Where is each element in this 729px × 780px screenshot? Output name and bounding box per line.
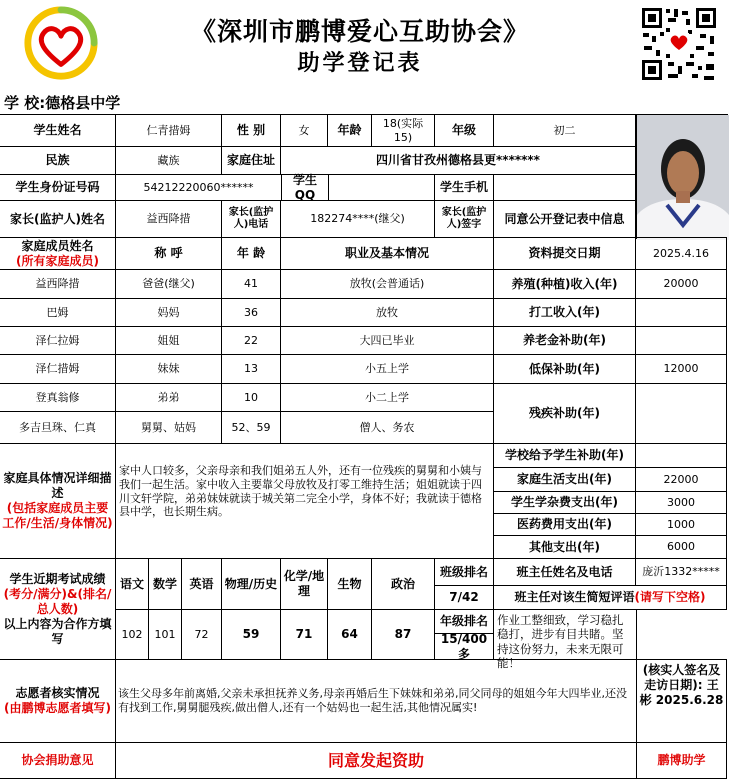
- student-photo-image: [637, 115, 729, 240]
- member-age[interactable]: 13: [221, 354, 281, 384]
- gender-label: 性 别: [221, 114, 281, 147]
- member-job[interactable]: 放牧(会普通话): [280, 269, 494, 299]
- guardian-name-value[interactable]: 益西降措: [115, 200, 222, 238]
- heart-logo-icon: [22, 4, 100, 82]
- member-relation[interactable]: 爸爸(继父): [115, 269, 222, 299]
- members-title: 家庭成员姓名: [21, 238, 94, 253]
- exam-title-c: 以上内容为合作方填写: [3, 616, 112, 646]
- situation-note: (包括家庭成员主要工作/生活/身体情况): [2, 501, 113, 530]
- member-job[interactable]: 大四已毕业: [280, 326, 494, 355]
- member-relation[interactable]: 妈妈: [115, 298, 222, 327]
- grade-rank-label: 年级排名: [434, 609, 494, 634]
- subject-label: 数学: [148, 558, 182, 610]
- volunteer-title: 志愿者核实情况: [15, 686, 100, 700]
- member-relation[interactable]: 姐姐: [115, 326, 222, 355]
- qq-label: 学生QQ: [281, 174, 329, 201]
- donation-opinion-label: 协会捐助意见: [0, 742, 116, 779]
- member-relation[interactable]: 弟弟: [115, 383, 222, 412]
- member-name[interactable]: 巴姆: [0, 298, 116, 327]
- income-value[interactable]: [635, 383, 727, 444]
- gender-value[interactable]: 女: [280, 114, 328, 147]
- member-age[interactable]: 41: [221, 269, 281, 299]
- grade-value[interactable]: 初二: [493, 114, 636, 147]
- subject-label: 政治: [371, 558, 435, 610]
- guardian-phone-value[interactable]: 182274****(继父): [280, 200, 435, 238]
- school-line: [4, 92, 120, 113]
- expense-value[interactable]: 22000: [635, 467, 727, 492]
- situation-text[interactable]: 家中人口较多，父亲母亲和我们姐弟五人外，还有一位残疾的舅舅和小姨与我们一起生活。家中收入主要靠父母放牧及打零工维持生活；姐姐就读于四川文轩学院，弟弟妹妹就读于城关第二完全小学，身体不好；我就读于德格县中学，也长期生病。: [115, 443, 494, 559]
- income-label: 养老金补助(年): [493, 326, 636, 355]
- member-name[interactable]: 益西降措: [0, 269, 116, 299]
- expense-value[interactable]: 1000: [635, 513, 727, 536]
- ethnicity-label: 民族: [0, 146, 116, 175]
- expense-value[interactable]: [635, 443, 727, 468]
- member-name[interactable]: 泽仁措姆: [0, 354, 116, 384]
- score-value[interactable]: 102: [115, 609, 149, 660]
- member-age[interactable]: 22: [221, 326, 281, 355]
- score-value[interactable]: 71: [280, 609, 328, 660]
- age-value[interactable]: 18(实际15): [371, 114, 435, 147]
- members-note: (所有家庭成员): [16, 253, 99, 268]
- member-job[interactable]: 小二上学: [280, 383, 494, 412]
- income-label: 低保补助(年): [493, 354, 636, 384]
- volunteer-header: [0, 659, 116, 743]
- member-age[interactable]: 36: [221, 298, 281, 327]
- exam-title-b: (考分/满分)&(排名/总人数): [3, 586, 112, 616]
- subject-label: 化学/地理: [280, 558, 328, 610]
- grade-label: 年级: [434, 114, 494, 147]
- header: [0, 0, 728, 88]
- guardian-phone-label: 家长(监护人)电话: [221, 200, 281, 238]
- page-title: 《深圳市鹏博爱心互助协会》: [190, 17, 529, 46]
- address-value[interactable]: 四川省甘孜州德格县更*******: [280, 146, 636, 175]
- id-number-label: 学生身份证号码: [0, 174, 116, 201]
- teacher-label: 班主任姓名及电话: [493, 558, 636, 586]
- teacher-review-text[interactable]: 作业工整细致，学习稳扎稳打，进步有目共睹。坚持这份努力，未来无限可能！: [493, 609, 637, 660]
- grade-rank-value[interactable]: 15/400多: [434, 633, 494, 660]
- job-header: 职业及基本情况: [280, 237, 494, 270]
- footer-brand: 鹏博助学: [636, 742, 727, 779]
- member-job[interactable]: 小五上学: [280, 354, 494, 384]
- phone-label: 学生手机: [434, 174, 494, 201]
- situation-header: [0, 443, 116, 559]
- members-header: [0, 237, 116, 270]
- relation-header: 称 呼: [115, 237, 222, 270]
- score-value[interactable]: 72: [181, 609, 222, 660]
- member-age[interactable]: 10: [221, 383, 281, 412]
- verifier-signature[interactable]: (核实人签名及走访日期): 王彬 2025.6.28: [636, 659, 727, 743]
- ethnicity-value[interactable]: 藏族: [115, 146, 222, 175]
- teacher-review-note: (请写下空格): [634, 590, 706, 604]
- teacher-review-header: [493, 585, 727, 610]
- volunteer-text[interactable]: 该生父母多年前离婚,父亲未承担抚养义务,母亲再婚后生下妹妹和弟弟,同父同母的姐姐今年大四毕业,还没有找到工作,舅舅腿残疾,做出僧人,还有一个姑妈也一起生活,其他情况属实!: [115, 659, 637, 743]
- student-photo: [636, 114, 728, 239]
- income-value[interactable]: 12000: [635, 354, 727, 384]
- qq-value[interactable]: [328, 174, 435, 201]
- teacher-review-label: 班主任对该生简短评语: [514, 590, 635, 604]
- class-rank-value[interactable]: 7/42: [434, 585, 494, 610]
- exam-title-a: 学生近期考试成绩: [9, 571, 106, 586]
- expense-label: 其他支出(年): [493, 535, 636, 559]
- member-relation[interactable]: 舅舅、姑妈: [115, 411, 222, 444]
- phone-value[interactable]: [493, 174, 636, 201]
- school-label: 学 校:: [4, 94, 46, 112]
- income-label: 打工收入(年): [493, 298, 636, 327]
- consent-text: 同意公开登记表中信息: [493, 200, 636, 238]
- subject-label: 语文: [115, 558, 149, 610]
- score-value[interactable]: 59: [221, 609, 281, 660]
- member-name[interactable]: 登真翁修: [0, 383, 116, 412]
- expense-value[interactable]: 6000: [635, 535, 727, 559]
- id-number-value[interactable]: 54212220060******: [115, 174, 282, 201]
- student-name-value[interactable]: 仁青措姆: [115, 114, 222, 147]
- school-value: 德格县中学: [45, 94, 121, 112]
- member-age-header: 年 龄: [221, 237, 281, 270]
- expense-label: 学校给予学生补助(年): [493, 443, 636, 468]
- expense-label: 学生学杂费支出(年): [493, 491, 636, 514]
- member-name[interactable]: 多吉旦珠、仁真: [0, 411, 116, 444]
- income-value[interactable]: 20000: [635, 269, 727, 299]
- volunteer-note: (由鹏博志愿者填写): [4, 701, 111, 715]
- expense-label: 医药费用支出(年): [493, 513, 636, 536]
- subject-label: 英语: [181, 558, 222, 610]
- guardian-name-label: 家长(监护人)姓名: [0, 200, 116, 238]
- income-value[interactable]: [635, 298, 727, 327]
- submit-date-label: 资料提交日期: [493, 237, 636, 270]
- subject-label: 物理/历史: [221, 558, 281, 610]
- score-value[interactable]: 64: [327, 609, 372, 660]
- address-label: 家庭住址: [221, 146, 281, 175]
- registration-table: [0, 115, 728, 780]
- exam-header: [0, 558, 116, 660]
- page-subtitle: 助学登记表: [297, 50, 423, 76]
- expense-label: 家庭生活支出(年): [493, 467, 636, 492]
- score-value[interactable]: 87: [371, 609, 435, 660]
- expense-value[interactable]: 3000: [635, 491, 727, 514]
- guardian-sign-label: 家长(监护人)签字: [434, 200, 494, 238]
- teacher-value[interactable]: 庞沂1332*****: [635, 558, 727, 586]
- score-value[interactable]: 101: [148, 609, 182, 660]
- class-rank-label: 班级排名: [434, 558, 494, 586]
- member-job[interactable]: 僧人、务农: [280, 411, 494, 444]
- age-label: 年龄: [327, 114, 372, 147]
- income-value[interactable]: [635, 326, 727, 355]
- member-age[interactable]: 52、59: [221, 411, 281, 444]
- member-name[interactable]: 泽仁拉姆: [0, 326, 116, 355]
- subject-label: 生物: [327, 558, 372, 610]
- member-relation[interactable]: 妹妹: [115, 354, 222, 384]
- donation-opinion-value[interactable]: 同意发起资助: [115, 742, 637, 779]
- income-label: 养殖(种植)收入(年): [493, 269, 636, 299]
- student-name-label: 学生姓名: [0, 114, 116, 147]
- submit-date-value[interactable]: 2025.4.16: [635, 237, 727, 270]
- income-label: 残疾补助(年): [493, 383, 636, 444]
- member-job[interactable]: 放牧: [280, 298, 494, 327]
- qr-code-icon[interactable]: [640, 6, 718, 82]
- situation-title: 家庭具体情况详细描述: [3, 471, 112, 500]
